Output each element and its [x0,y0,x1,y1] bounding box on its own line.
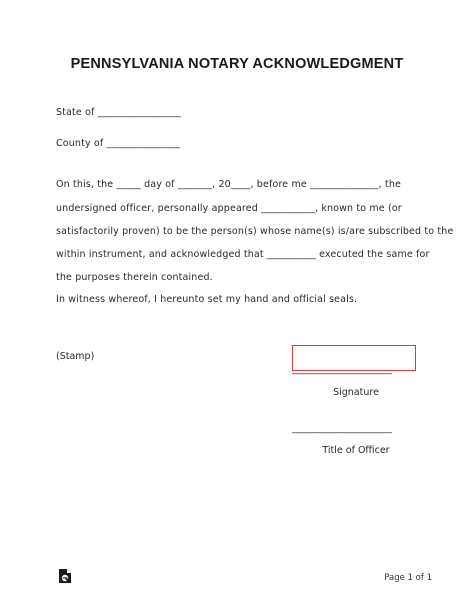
officer-title-line[interactable]: _____________________ [292,423,392,434]
signature-line: _____________________ [292,364,392,375]
stamp-label: (Stamp) [56,351,95,362]
body-line-5: the purposes therein contained. [56,272,213,283]
body-line-1: On this, the _____ day of _______, 20____, before me ______________, the [56,179,402,190]
body-line-4: within instrument, and acknowledged that __________ executed the same for [56,249,430,260]
state-field[interactable]: State of _________________ [56,107,181,118]
body-line-3: satisfactorily proven) to be the person(s) whose name(s) is/are subscribed to the [56,226,454,237]
county-field[interactable]: County of _______________ [56,138,181,149]
officer-title-label: Title of Officer [322,445,390,456]
body-line-2: undersigned officer, personally appeared ___________, known to me (or [56,203,402,214]
page-number: Page 1 of 1 [384,573,432,583]
signature-label: Signature [333,387,379,398]
document-title: PENNSYLVANIA NOTARY ACKNOWLEDGMENT [70,56,404,72]
body-line-6: In witness whereof, I hereunto set my hand and official seals. [56,294,358,305]
eforms-logo-icon [58,568,72,584]
